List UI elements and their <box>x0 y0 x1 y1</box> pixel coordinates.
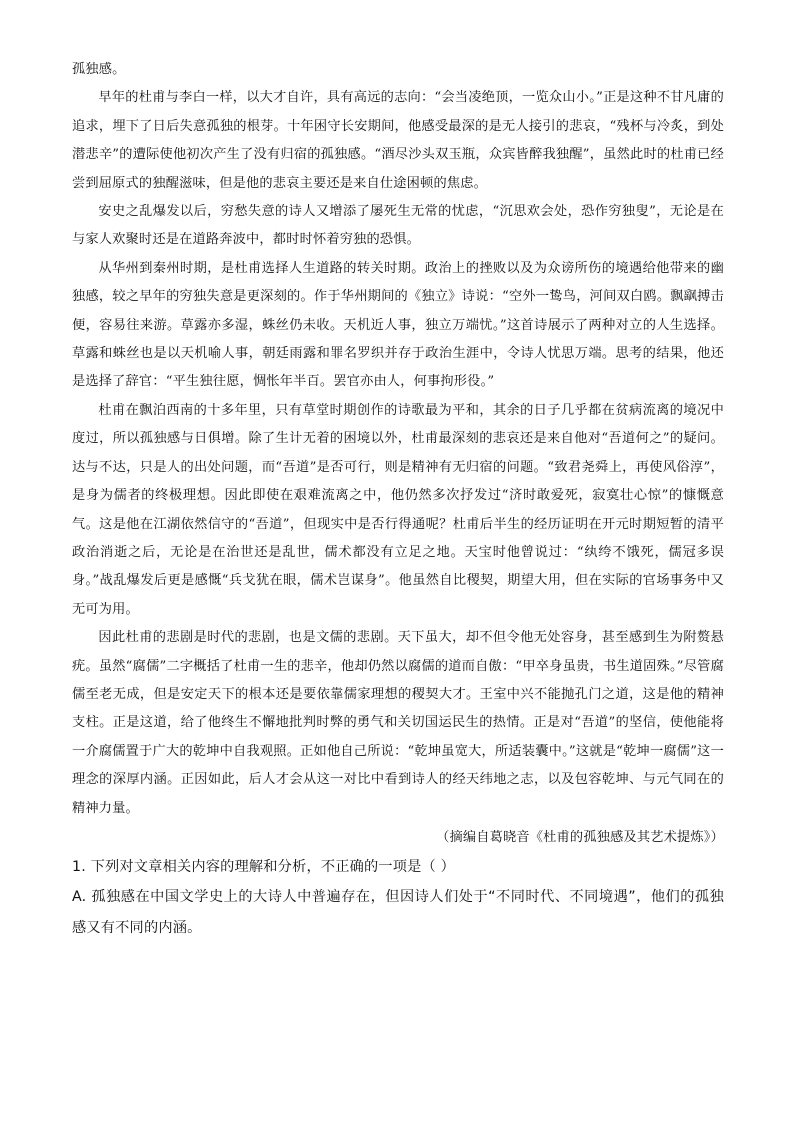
question-stem: 1. 下列对文章相关内容的理解和分析，不正确的一项是（ ） <box>72 858 456 875</box>
article-paragraph-3: 从华州到秦州时期，是杜甫选择人生道路的转关时期。政治上的挫败以及为众谤所伤的境遇给他带来的幽独感，较之早年的穷独失意是更深刻的。作于华州期间的《独立》诗说：“空外一鸷鸟，河间双白鸥。飘飖搏击便，容易往来游。草露亦多湿，蛛丝仍未收。天机近人事，独立万端忧。”这首诗展示了两种对立的人生选择。草露和蛛丝也是以天机喻人事，朝廷雨露和罪名罗织并存于政治生涯中，令诗人忧思万端。思考的结果，他还是选择了辞官：“平生独往愿，惆怅年半百。罢官亦由人，何事拘形役。” <box>72 260 724 390</box>
article-paragraph-4: 杜甫在飘泊西南的十多年里，只有草堂时期创作的诗歌最为平和，其余的日子几乎都在贫病流离的境况中度过，所以孤独感与日俱增。除了生计无着的困境以外，杜甫最深刻的悲哀还是来自他对“吾道何之”的疑问。达与不达，只是人的出处问题，而“吾道”是否可行，则是精神有无归宿的问题。“致君尧舜上，再使风俗淳”，是身为儒者的终极理想。因此即使在艰难流离之中，他仍然多次抒发过“济时敢爱死，寂寞壮心惊”的慷慨意气。这是他在江湖依然信守的“吾道”，但现实中是否行得通呢？杜甫后半生的经历证明在开元时期短暂的清平政治消逝之后，无论是在治世还是乱世，儒术都没有立足之地。天宝时他曾说过：“纨绔不饿死，儒冠多误身。”战乱爆发后更是感慨“兵戈犹在眼，儒术岂谋身”。他虽然自比稷契，期望大用，但在实际的官场事务中又无可为用。 <box>72 402 724 617</box>
article-paragraph-0: 孤独感。 <box>72 62 126 77</box>
document-page <box>72 56 724 944</box>
article-paragraph-2: 安史之乱爆发以后，穷愁失意的诗人又增添了屡死生无常的忧虑，“沉思欢会处，恐作穷独叟”，无论是在与家人欢聚时还是在道路奔波中，都时时怀着穷独的恐惧。 <box>72 204 724 248</box>
article-source: （摘编自葛晓音《杜甫的孤独感及其艺术提炼》） <box>436 829 724 845</box>
article-paragraph-1: 早年的杜甫与李白一样，以大才自许，具有高远的志向：“会当凌绝顶，一览众山小。”正是这种不甘凡庸的追求，埋下了日后失意孤独的根芽。十年困守长安期间，他感受最深的是无人接引的悲哀，“残杯与冷炙，到处潜悲辛”的遭际使他初次产生了没有归宿的孤独感。“酒尽沙头双玉瓶，众宾皆醉我独醒”，虽然此时的杜甫已经尝到屈原式的独醒滋味，但是他的悲哀主要还是来自仕途困顿的焦虑。 <box>72 90 724 191</box>
article-paragraph-5: 因此杜甫的悲剧是时代的悲剧，也是文儒的悲剧。天下虽大，却不但令他无处容身，甚至感到生为附赘悬疣。虽然“腐儒”二字概括了杜甫一生的悲辛，他却仍然以腐儒的道而自傲：“甲卒身虽贵，书生道固殊。”尽管腐儒至老无成，但是安定天下的根本还是要依靠儒家理想的稷契大才。王室中兴不能抛孔门之道，这是他的精神支柱。正是这道，给了他终生不懈地批判时弊的勇气和关切国运民生的热情。正是对“吾道”的坚信，使他能将一介腐儒置于广大的乾坤中自我观照。正如他自己所说：“乾坤虽宽大，所适装囊中。”这就是“乾坤一腐儒”这一理念的深厚内涵。正因如此，后人才会从这一对比中看到诗人的经天纬地之志，以及包容乾坤、与元气同在的精神力量。 <box>72 630 724 816</box>
question-option-a: A. 孤独感在中国文学史上的大诗人中普遍存在，但因诗人们处于“不同时代、不同境遇”，他们的孤独感又有不同的内涵。 <box>72 888 724 936</box>
